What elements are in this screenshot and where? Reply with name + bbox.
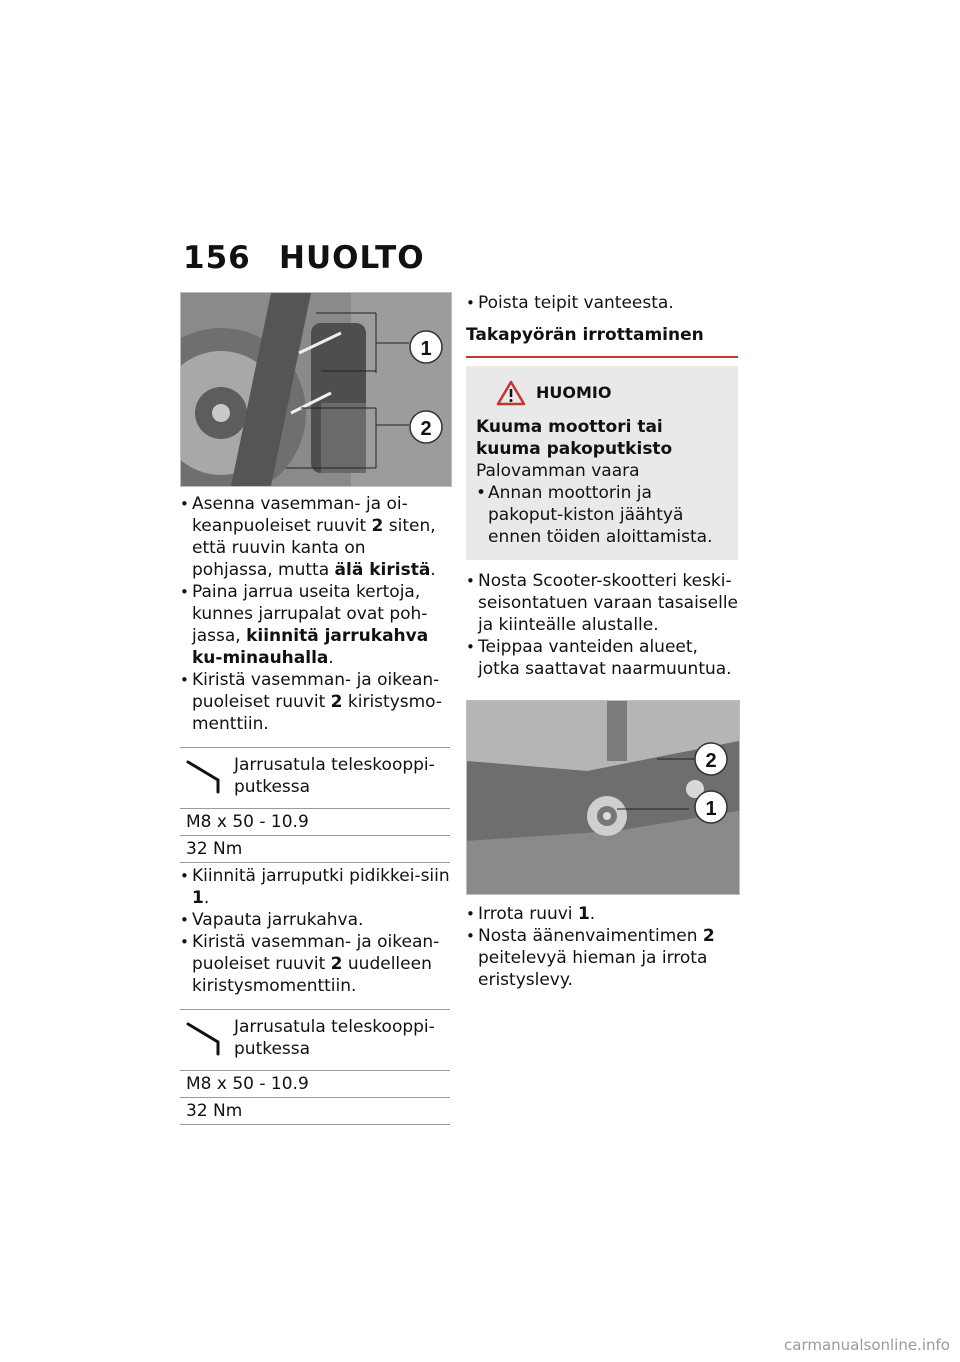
left-column [180, 292, 450, 1127]
step-list-a [466, 570, 738, 680]
notice-list [476, 482, 728, 548]
torque-spec-table [180, 747, 450, 863]
list-item: • Annan moottorin ja pakoput-kiston jäähtyä ennen töiden aloittamista. [476, 482, 728, 548]
list-item: • Kiinnitä jarruputki pidikkei-siin 1. [180, 865, 450, 909]
step-list-top [466, 292, 738, 314]
brake-caliper-figure [180, 292, 452, 487]
right-column [466, 292, 738, 991]
muffler-illustration [467, 701, 739, 894]
spec-bolt: M8 x 50 - 10.9 [180, 809, 450, 836]
notice-title: Kuuma moottori tai kuuma pakoputkisto [476, 417, 673, 459]
step-list-b [466, 903, 738, 991]
list-item: • Teippaa vanteiden alueet, jotka saattavat naarmuuntua. [466, 636, 738, 680]
spec-bolt: M8 x 50 - 10.9 [180, 1071, 450, 1098]
brake-caliper-illustration [181, 293, 451, 486]
list-item: • Poista teipit vanteesta. [466, 292, 738, 314]
callout-2: 2 [705, 750, 717, 772]
warning-notice [466, 366, 738, 560]
torque-wrench-icon [184, 754, 234, 800]
list-item: • Kiristä vasemman- ja oikean-puoleiset ruuvit 2 kiristysmo-menttiin. [180, 669, 450, 735]
page-header [183, 240, 425, 276]
page-number: 156 [183, 240, 251, 276]
notice-subtitle: Palovamman vaara [476, 461, 640, 481]
warning-triangle-icon [496, 380, 526, 406]
list-item: • Nosta Scooter-skootteri keski-seisontatuen varaan tasaiselle ja kiinteälle alustalle. [466, 570, 738, 636]
page-title: HUOLTO [279, 240, 425, 276]
list-item: • Nosta äänenvaimentimen 2 peitelevyä hieman ja irrota eristyslevy. [466, 925, 738, 991]
list-item: • Paina jarrua useita kertoja, kunnes jarrupalat ovat poh-jassa, kiinnitä jarrukahva ku-minauhalla. [180, 581, 450, 669]
muffler-figure [466, 700, 740, 895]
torque-spec-table-2 [180, 1009, 450, 1125]
step-list-a [180, 493, 450, 735]
list-item: • Irrota ruuvi 1. [466, 903, 738, 925]
list-item: • Asenna vasemman- ja oi-keanpuoleiset ruuvit 2 siten, että ruuvin kanta on pohjassa, mutta älä kiristä. [180, 493, 450, 581]
spec-torque: 32 Nm [186, 1101, 243, 1121]
notice-label: HUOMIO [536, 383, 612, 402]
watermark: carmanualsonline.info [784, 1336, 950, 1354]
torque-wrench-icon [184, 1016, 234, 1062]
section-title: Takapyörän irrottaminen [466, 324, 738, 358]
list-item: • Kiristä vasemman- ja oikean-puoleiset ruuvit 2 uudelleen kiristysmomenttiin. [180, 931, 450, 997]
step-list-b [180, 865, 450, 997]
spec-torque: 32 Nm [186, 839, 243, 859]
callout-1: 1 [705, 798, 717, 820]
callout-2: 2 [420, 418, 432, 440]
spec-label: Jarrusatula teleskooppi-putkessa [234, 1017, 435, 1059]
list-item: • Vapauta jarrukahva. [180, 909, 450, 931]
callout-1: 1 [420, 338, 432, 360]
spec-label: Jarrusatula teleskooppi-putkessa [234, 755, 435, 797]
